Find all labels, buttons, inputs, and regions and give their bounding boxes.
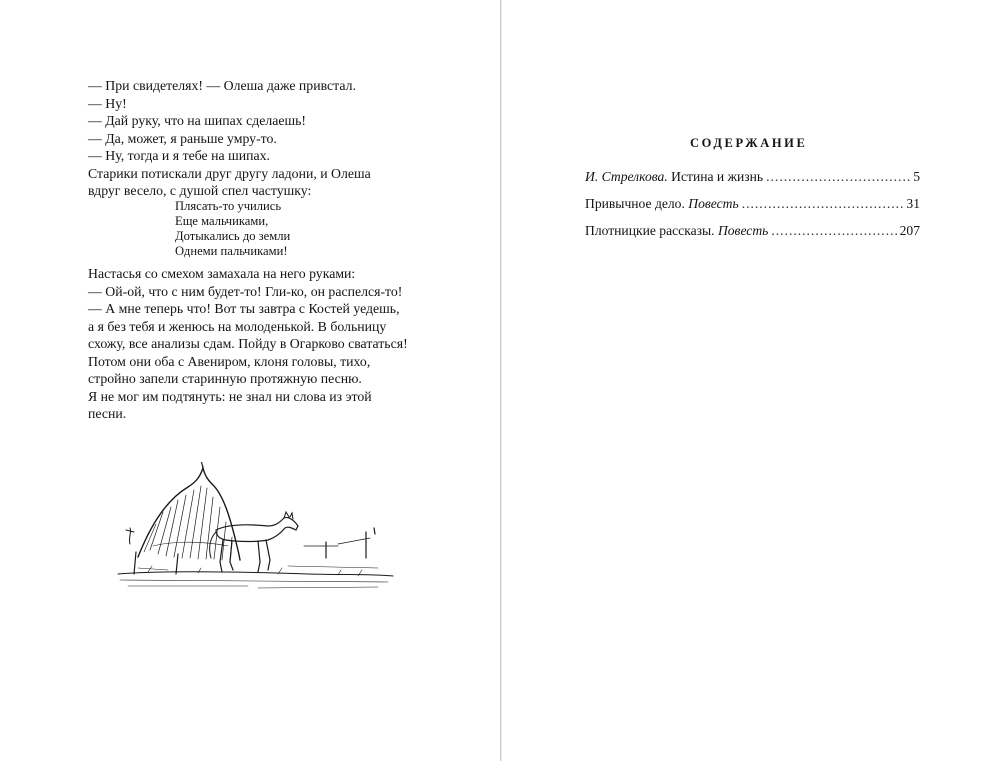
dialogue-line: — Ой-ой, что с ним будет-то! Гли-ко, он распелся-то! <box>88 283 403 299</box>
toc-leader-dots <box>766 169 910 185</box>
prose-line: Я не мог им подтянуть: не знал ни слова из этой <box>88 388 372 404</box>
right-page <box>502 0 1001 761</box>
toc-entry-title <box>585 196 739 212</box>
toc-genre: Повесть <box>688 196 739 211</box>
dialogue-line: — Ну, тогда и я тебе на шипах. <box>88 148 270 163</box>
prose-line: вдруг весело, с душой спел частушку: <box>88 183 312 198</box>
dialogue-line: — Да, может, я раньше умру-то. <box>88 130 277 146</box>
toc-entry[interactable] <box>585 196 920 212</box>
toc-page-number: 5 <box>913 169 920 184</box>
toc-genre: Повесть <box>717 223 769 238</box>
toc-work-title: Плотницкие рассказы. <box>585 223 718 238</box>
toc-page-number: 31 <box>906 196 920 211</box>
toc-title: СОДЕРЖАНИЕ <box>690 136 808 150</box>
prose-line: Старики потискали друг другу ладони, и Олеша <box>88 165 371 181</box>
toc-leader-dots <box>742 196 904 212</box>
toc-work-title: Привычное дело. <box>585 196 689 211</box>
prose-block-top <box>88 77 448 200</box>
verse-line: Еще мальчиками, <box>175 214 269 228</box>
toc-work-title: Истина и жизнь <box>667 169 764 184</box>
haystack-horse-sketch-icon <box>108 462 398 592</box>
prose-block-bottom <box>88 265 448 423</box>
prose-line: Потом они оба с Авениром, клоня головы, тихо, <box>88 353 371 369</box>
toc-author: И. Стрелкова. <box>585 169 668 184</box>
verse-line: Плясать-то учились <box>175 199 282 213</box>
toc-leader-dots <box>771 223 896 239</box>
verse-line: Дотыкались до земли <box>175 229 291 243</box>
toc-entry[interactable] <box>585 169 920 185</box>
prose-line: а я без тебя и женюсь на молоденькой. В больницу <box>88 318 387 334</box>
dialogue-line: — Ну! <box>88 95 127 111</box>
verse-line: Однеми пальчиками! <box>175 244 288 258</box>
toc-entry[interactable] <box>585 223 920 239</box>
chastushka-verse <box>175 199 290 259</box>
toc-page-number: 207 <box>899 223 920 238</box>
prose-line: стройно запели старинную протяжную песню. <box>88 371 362 386</box>
toc-entry-title <box>585 223 768 239</box>
prose-line: песни. <box>88 406 127 421</box>
prose-line: Настасья со смехом замахала на него руками: <box>88 266 356 281</box>
dialogue-line: — Дай руку, что на шипах сделаешь! <box>88 113 307 128</box>
dialogue-line: — При свидетелях! — Олеша даже привстал. <box>88 78 356 93</box>
prose-line: схожу, все анализы сдам. Пойду в Огарково свататься! <box>88 336 408 351</box>
toc-entry-title <box>585 169 763 185</box>
dialogue-line: — А мне теперь что! Вот ты завтра с Костей уедешь, <box>88 301 400 316</box>
